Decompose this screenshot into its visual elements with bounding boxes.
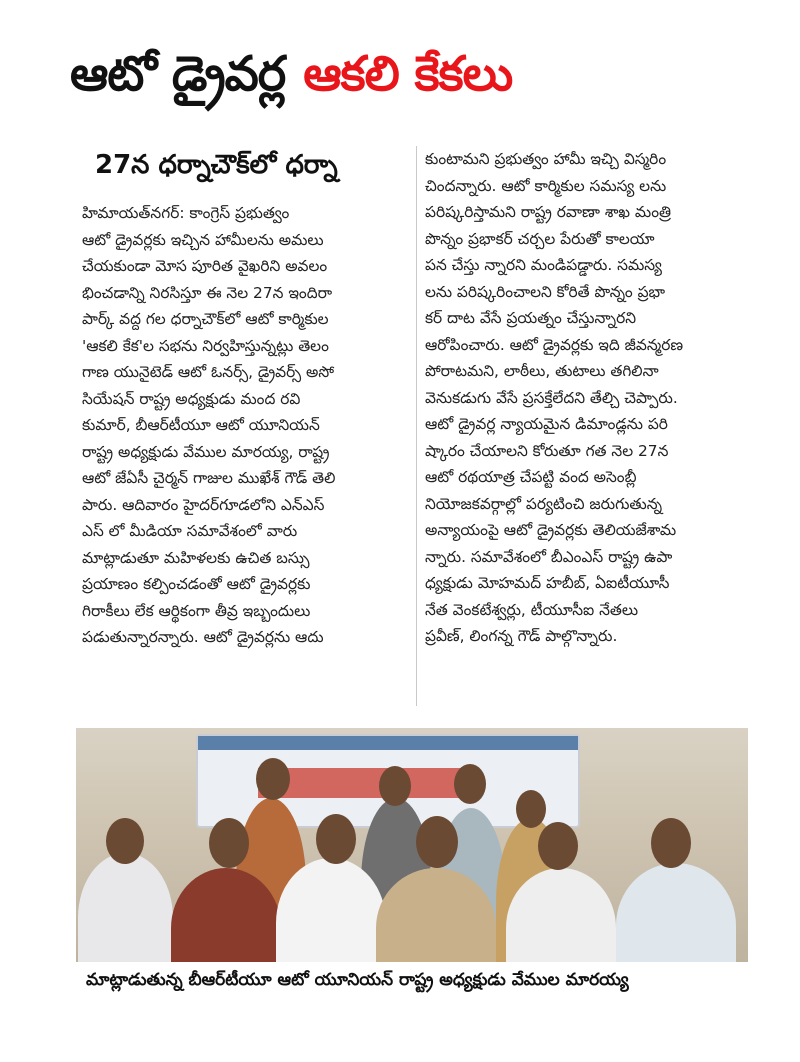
article-line: కుంటామని ప్రభుత్వం హామీ ఇచ్చి విస్మరిం <box>425 150 667 168</box>
article-line: పడుతున్నారన్నారు. ఆటో డ్రైవర్లను ఆదు <box>82 628 324 646</box>
article-column-right <box>425 146 745 650</box>
article-line: కర్ దాట వేసే ప్రయత్నం చేస్తున్నారని <box>425 309 637 327</box>
article-line: లను పరిష్కరించాలని కోరితే పొన్నం ప్రభా <box>425 282 666 301</box>
article-line: ఆటో డ్రైవర్లకు ఇచ్చిన హామీలను అమలు <box>82 230 324 249</box>
article-line: భించడాన్ని నిరసిస్తూ ఈ నెల 27న ఇందిరా <box>82 283 333 302</box>
article-line: వెనుకడుగు వేసే ప్రసక్తేలేదని తేల్చి చెప్పారు. <box>425 388 678 407</box>
article-line: ప్రవీణ్, లింగన్న గౌడ్ పాల్గొన్నారు. <box>425 627 618 645</box>
article-line: పారు. ఆదివారం హైదర్‌గూడలోని ఎన్ఎస్ <box>82 495 325 514</box>
article-line: పొన్నం ప్రభాకర్ చర్చల పేరుతో కాలయా <box>425 229 655 248</box>
article-line: అన్యాయంపై ఆటో డ్రైవర్లకు తెలియజేశామ <box>425 521 677 539</box>
article-line: చేయకుండా మోస పూరిత వైఖరిని అవలం <box>82 257 328 275</box>
article-line: ఎస్ లో మీడియా సమావేశంలో వారు <box>82 522 298 540</box>
article-line: సియేషన్ రాష్ట్ర అధ్యక్షుడు మంద రవి <box>82 389 301 408</box>
subheadline: 27న ధర్నాచౌక్‌లో ధర్నా <box>95 150 338 180</box>
article-line: నియోజకవర్గాల్లో పర్యటించి జరుగుతున్న <box>425 494 663 513</box>
article-line: న్నారు. సమావేశంలో బీఎంఎస్ రాష్ట్ర ఉపా <box>425 547 673 566</box>
article-line: ధ్యక్షుడు మోహమద్ హబీబ్, ఏఐటీయూసీ <box>425 574 670 592</box>
headline <box>70 44 770 116</box>
article-line: నేత వెంకటేశ్వర్లు, టీయూసీఐ నేతలు <box>425 600 639 619</box>
article-column-left <box>82 200 412 651</box>
article-line: ఆటో డ్రైవర్ల న్యాయమైన డిమాండ్లను పరి <box>425 415 668 433</box>
article-line: ఆటో రథయాత్ర చేపట్టి వంద అసెంబ్లీ <box>425 468 637 486</box>
article-line: పరిష్కరిస్తామని రాష్ట్ర రవాణా శాఖ మంత్రి <box>425 203 672 221</box>
article-line: గాణ యునైటెడ్ ఆటో ఓనర్స్, డ్రైవర్స్ అసో <box>82 363 335 381</box>
headline-black: ఆటో డ్రైవర్ల <box>70 46 286 102</box>
article-line: 'ఆకలి కేక'ల సభను నిర్వహిస్తున్నట్లు తెలం <box>82 336 329 355</box>
column-divider <box>416 146 417 706</box>
article-line: ఆటో జేఏసీ చైర్మన్ గాజుల ముఖేశ్ గౌడ్ తెలి <box>82 469 336 487</box>
article-line: పార్క్ వద్ద గల ధర్నాచౌక్‌లో ఆటో కార్మికుల <box>82 310 329 328</box>
article-line: ప్రయాణం కల్పించడంతో ఆటో డ్రైవర్లకు <box>82 575 311 593</box>
article-line: గిరాకీలు లేక ఆర్థికంగా తీవ్ర ఇబ్బందులు <box>82 601 311 620</box>
article-line: రాష్ట్ర అధ్యక్షుడు వేముల మారయ్య, రాష్ట్ర <box>82 442 330 461</box>
article-line: కుమార్, బీఆర్‌టీయూ ఆటో యూనియన్ <box>82 416 320 434</box>
article-line: పోరాటమని, లాఠీలు, తుటాలు తగిలినా <box>425 362 659 380</box>
article-line: హిమాయత్‌నగర్: కాంగ్రెస్ ప్రభుత్వం <box>82 204 290 222</box>
news-photo <box>76 728 748 962</box>
headline-red: ఆకలి కేకలు <box>303 46 513 102</box>
photo-caption: మాట్లాడుతున్న బీఆర్‌టీయూ ఆటో యూనియన్ రాష్ట్ర అధ్యక్షుడు వేముల మారయ్య <box>86 970 629 990</box>
article-line: పన చేస్తు న్నారని మండిపడ్డారు. సమస్య <box>425 256 662 274</box>
article-line: మాట్లాడుతూ మహిళలకు ఉచిత బస్సు <box>82 548 310 567</box>
article-line: ష్కారం చేయాలని కోరుతూ గత నెల 27న <box>425 441 669 460</box>
article-line: ఆరోపించారు. ఆటో డ్రైవర్లకు ఇది జీవన్మరణ <box>425 335 684 354</box>
article-line: చిందన్నారు. ఆటో కార్మికుల సమస్య లను <box>425 176 667 195</box>
